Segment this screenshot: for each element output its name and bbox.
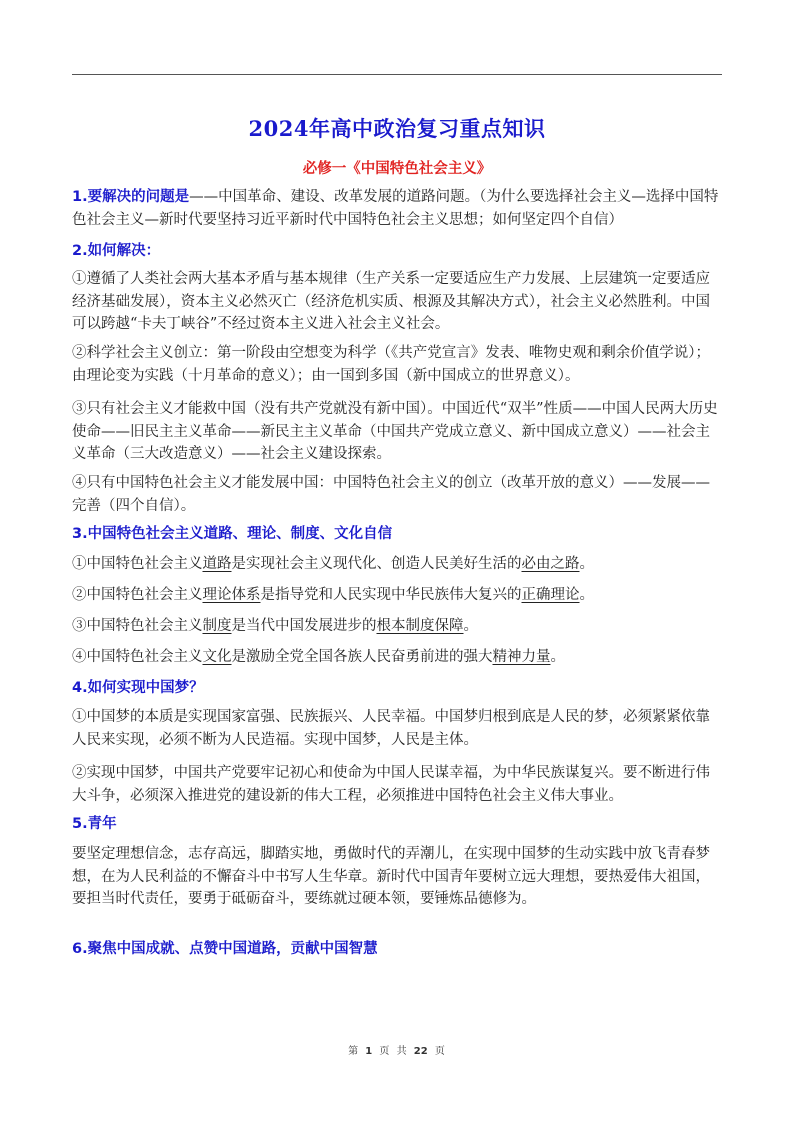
- item-text: ①中国特色社会主义: [72, 556, 203, 572]
- item-text: 是指导党和人民实现中华民族伟大复兴的: [260, 587, 522, 603]
- underlined-term: 理论体系: [202, 587, 261, 603]
- item-text: 是激励全党全国各族人民奋勇前进的强大: [231, 649, 493, 665]
- section-5-heading: 5.青年: [72, 816, 117, 832]
- section-2-paragraph-3: ③只有社会主义才能救中国（没有共产党就没有新中国）。中国近代“双半”性质——中国人民两大历史使命——旧民主主义革命——新民主主义革命（中国共产党成立意义、新中国成立意义）——社会主义革命（三大改造意义）——社会主义建设探索。: [72, 401, 718, 462]
- document-title: 2024年高中政治复习重点知识: [248, 116, 546, 141]
- section-3-item: [72, 553, 722, 576]
- section-3-item: [72, 584, 722, 607]
- section-4-paragraph-1: ①中国梦的本质是实现国家富强、民族振兴、人民幸福。中国梦归根到底是人民的梦，必须紧紧依靠人民来实现，必须不断为人民造福。实现中国梦，人民是主体。: [72, 709, 710, 748]
- section-4-paragraph-2: ②实现中国梦，中国共产党要牢记初心和使命为中国人民谋幸福，为中华民族谋复兴。要不断进行伟大斗争，必须深入推进党的建设新的伟大工程，必须推进中国特色社会主义伟大事业。: [72, 765, 710, 804]
- section-3-heading: 3.中国特色社会主义道路、理论、制度、文化自信: [72, 526, 393, 542]
- section-5-paragraph: 要坚定理想信念，志存高远，脚踏实地，勇做时代的弄潮儿，在实现中国梦的生动实践中放飞青春梦想，在为人民利益的不懈奋斗中书写人生华章。新时代中国青年要树立远大理想，要热爱伟大祖国，要担当时代责任，要勇于砥砺奋斗，要练就过硬本领，要锤炼品德修为。: [72, 846, 710, 907]
- item-text: 是实现社会主义现代化、创造人民美好生活的: [231, 556, 522, 572]
- section-2-paragraph-4: ④只有中国特色社会主义才能发展中国：中国特色社会主义的创立（改革开放的意义）——发展——完善（四个自信）。: [72, 475, 710, 514]
- total-pages: 22: [413, 1046, 428, 1057]
- section-2-heading: 2.如何解决：: [72, 243, 161, 259]
- section-1: [72, 186, 722, 231]
- section-1-text: ——中国革命、建设、改革发展的道路问题。（为什么要选择社会主义—选择中国特色社会主义—新时代要坚持习近平新时代中国特色社会主义思想；如何坚定四个自信）: [72, 189, 719, 228]
- underlined-term: 必由之路: [521, 556, 580, 572]
- section-3-item: [72, 615, 722, 638]
- section-2-paragraph-2: ②科学社会主义创立：第一阶段由空想变为科学（《共产党宣言》发表、唯物史观和剩余价值学说）；由理论变为实践（十月革命的意义）；由一国到多国（新中国成立的世界意义）。: [72, 345, 710, 384]
- document-subtitle: 必修一《中国特色社会主义》: [302, 160, 492, 177]
- section-2-paragraph-1: ①遵循了人类社会两大基本矛盾与基本规律（生产关系一定要适应生产力发展、上层建筑一定要适应经济基础发展），资本主义必然灭亡（经济危机实质、根源及其解决方式），社会主义必然胜利。中国可以跨越“卡夫丁峡谷”不经过资本主义进入社会主义社会。: [72, 271, 710, 332]
- underlined-term: 文化: [202, 649, 232, 665]
- item-text: 。: [579, 556, 594, 572]
- item-text: ③中国特色社会主义: [72, 618, 203, 634]
- header-rule: [72, 74, 722, 75]
- section-3-item: [72, 646, 722, 669]
- item-text: ④中国特色社会主义: [72, 649, 203, 665]
- footer-suffix: 页: [434, 1046, 445, 1057]
- item-text: 。: [579, 587, 594, 603]
- item-text: 。: [463, 618, 478, 634]
- underlined-term: 精神力量: [492, 649, 551, 665]
- item-text: 。: [550, 649, 565, 665]
- section-1-heading: 1.要解决的问题是: [72, 189, 190, 205]
- underlined-term: 制度: [202, 618, 232, 634]
- underlined-term: 根本制度保障: [376, 618, 464, 634]
- footer-prefix: 第: [348, 1046, 359, 1057]
- item-text: ②中国特色社会主义: [72, 587, 203, 603]
- underlined-term: 正确理论: [521, 587, 580, 603]
- page-footer: [0, 1042, 793, 1057]
- underlined-term: 道路: [202, 556, 232, 572]
- current-page-number: 1: [365, 1046, 373, 1057]
- item-text: 是当代中国发展进步的: [231, 618, 377, 634]
- footer-middle: 页 共: [379, 1046, 407, 1057]
- section-4-heading: 4.如何实现中国梦？: [72, 680, 204, 696]
- section-6-heading: 6.聚焦中国成就、点赞中国道路，贡献中国智慧: [72, 941, 378, 957]
